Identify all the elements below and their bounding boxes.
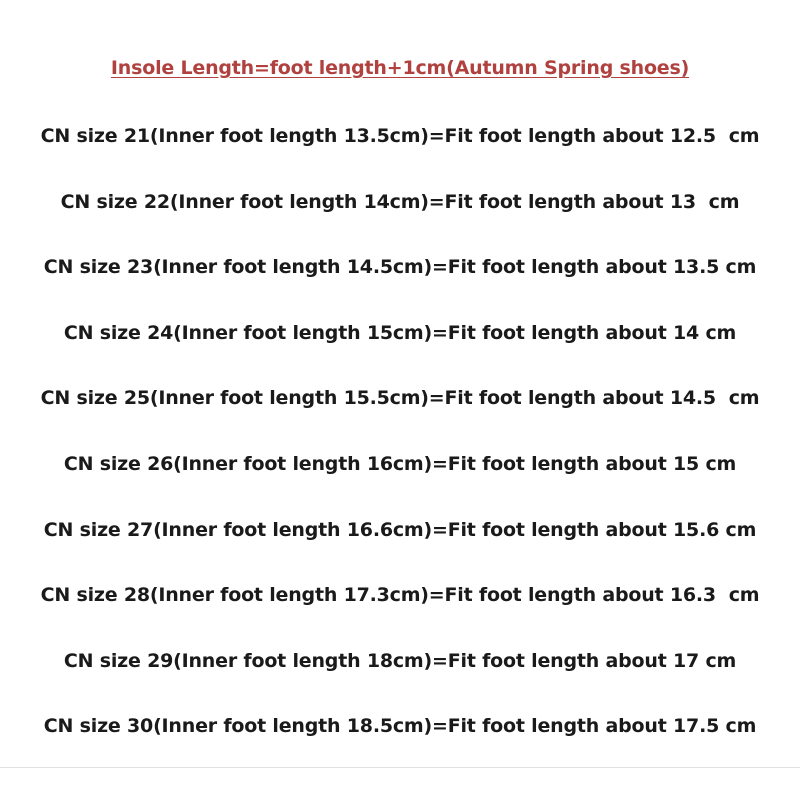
size-row: CN size 25(Inner foot length 15.5cm)=Fit foot length about 14.5 cm [40,387,760,410]
size-row: CN size 26(Inner foot length 16cm)=Fit foot length about 15 cm [63,452,737,475]
size-row: CN size 22(Inner foot length 14cm)=Fit foot length about 13 cm [60,190,740,213]
bottom-divider [0,767,800,768]
size-chart-title: Insole Length=foot length+1cm(Autumn Spring shoes) [110,57,690,79]
size-row: CN size 27(Inner foot length 16.6cm)=Fit foot length about 15.6 cm [43,518,757,541]
size-row: CN size 30(Inner foot length 18.5cm)=Fit foot length about 17.5 cm [43,715,757,738]
size-row: CN size 24(Inner foot length 15cm)=Fit foot length about 14 cm [63,321,737,344]
size-row: CN size 29(Inner foot length 18cm)=Fit foot length about 17 cm [63,649,737,672]
size-rows [0,117,800,773]
size-row: CN size 21(Inner foot length 13.5cm)=Fit foot length about 12.5 cm [40,125,760,147]
size-row: CN size 23(Inner foot length 14.5cm)=Fit foot length about 13.5 cm [43,256,757,279]
size-row: CN size 28(Inner foot length 17.3cm)=Fit foot length about 16.3 cm [40,584,760,607]
